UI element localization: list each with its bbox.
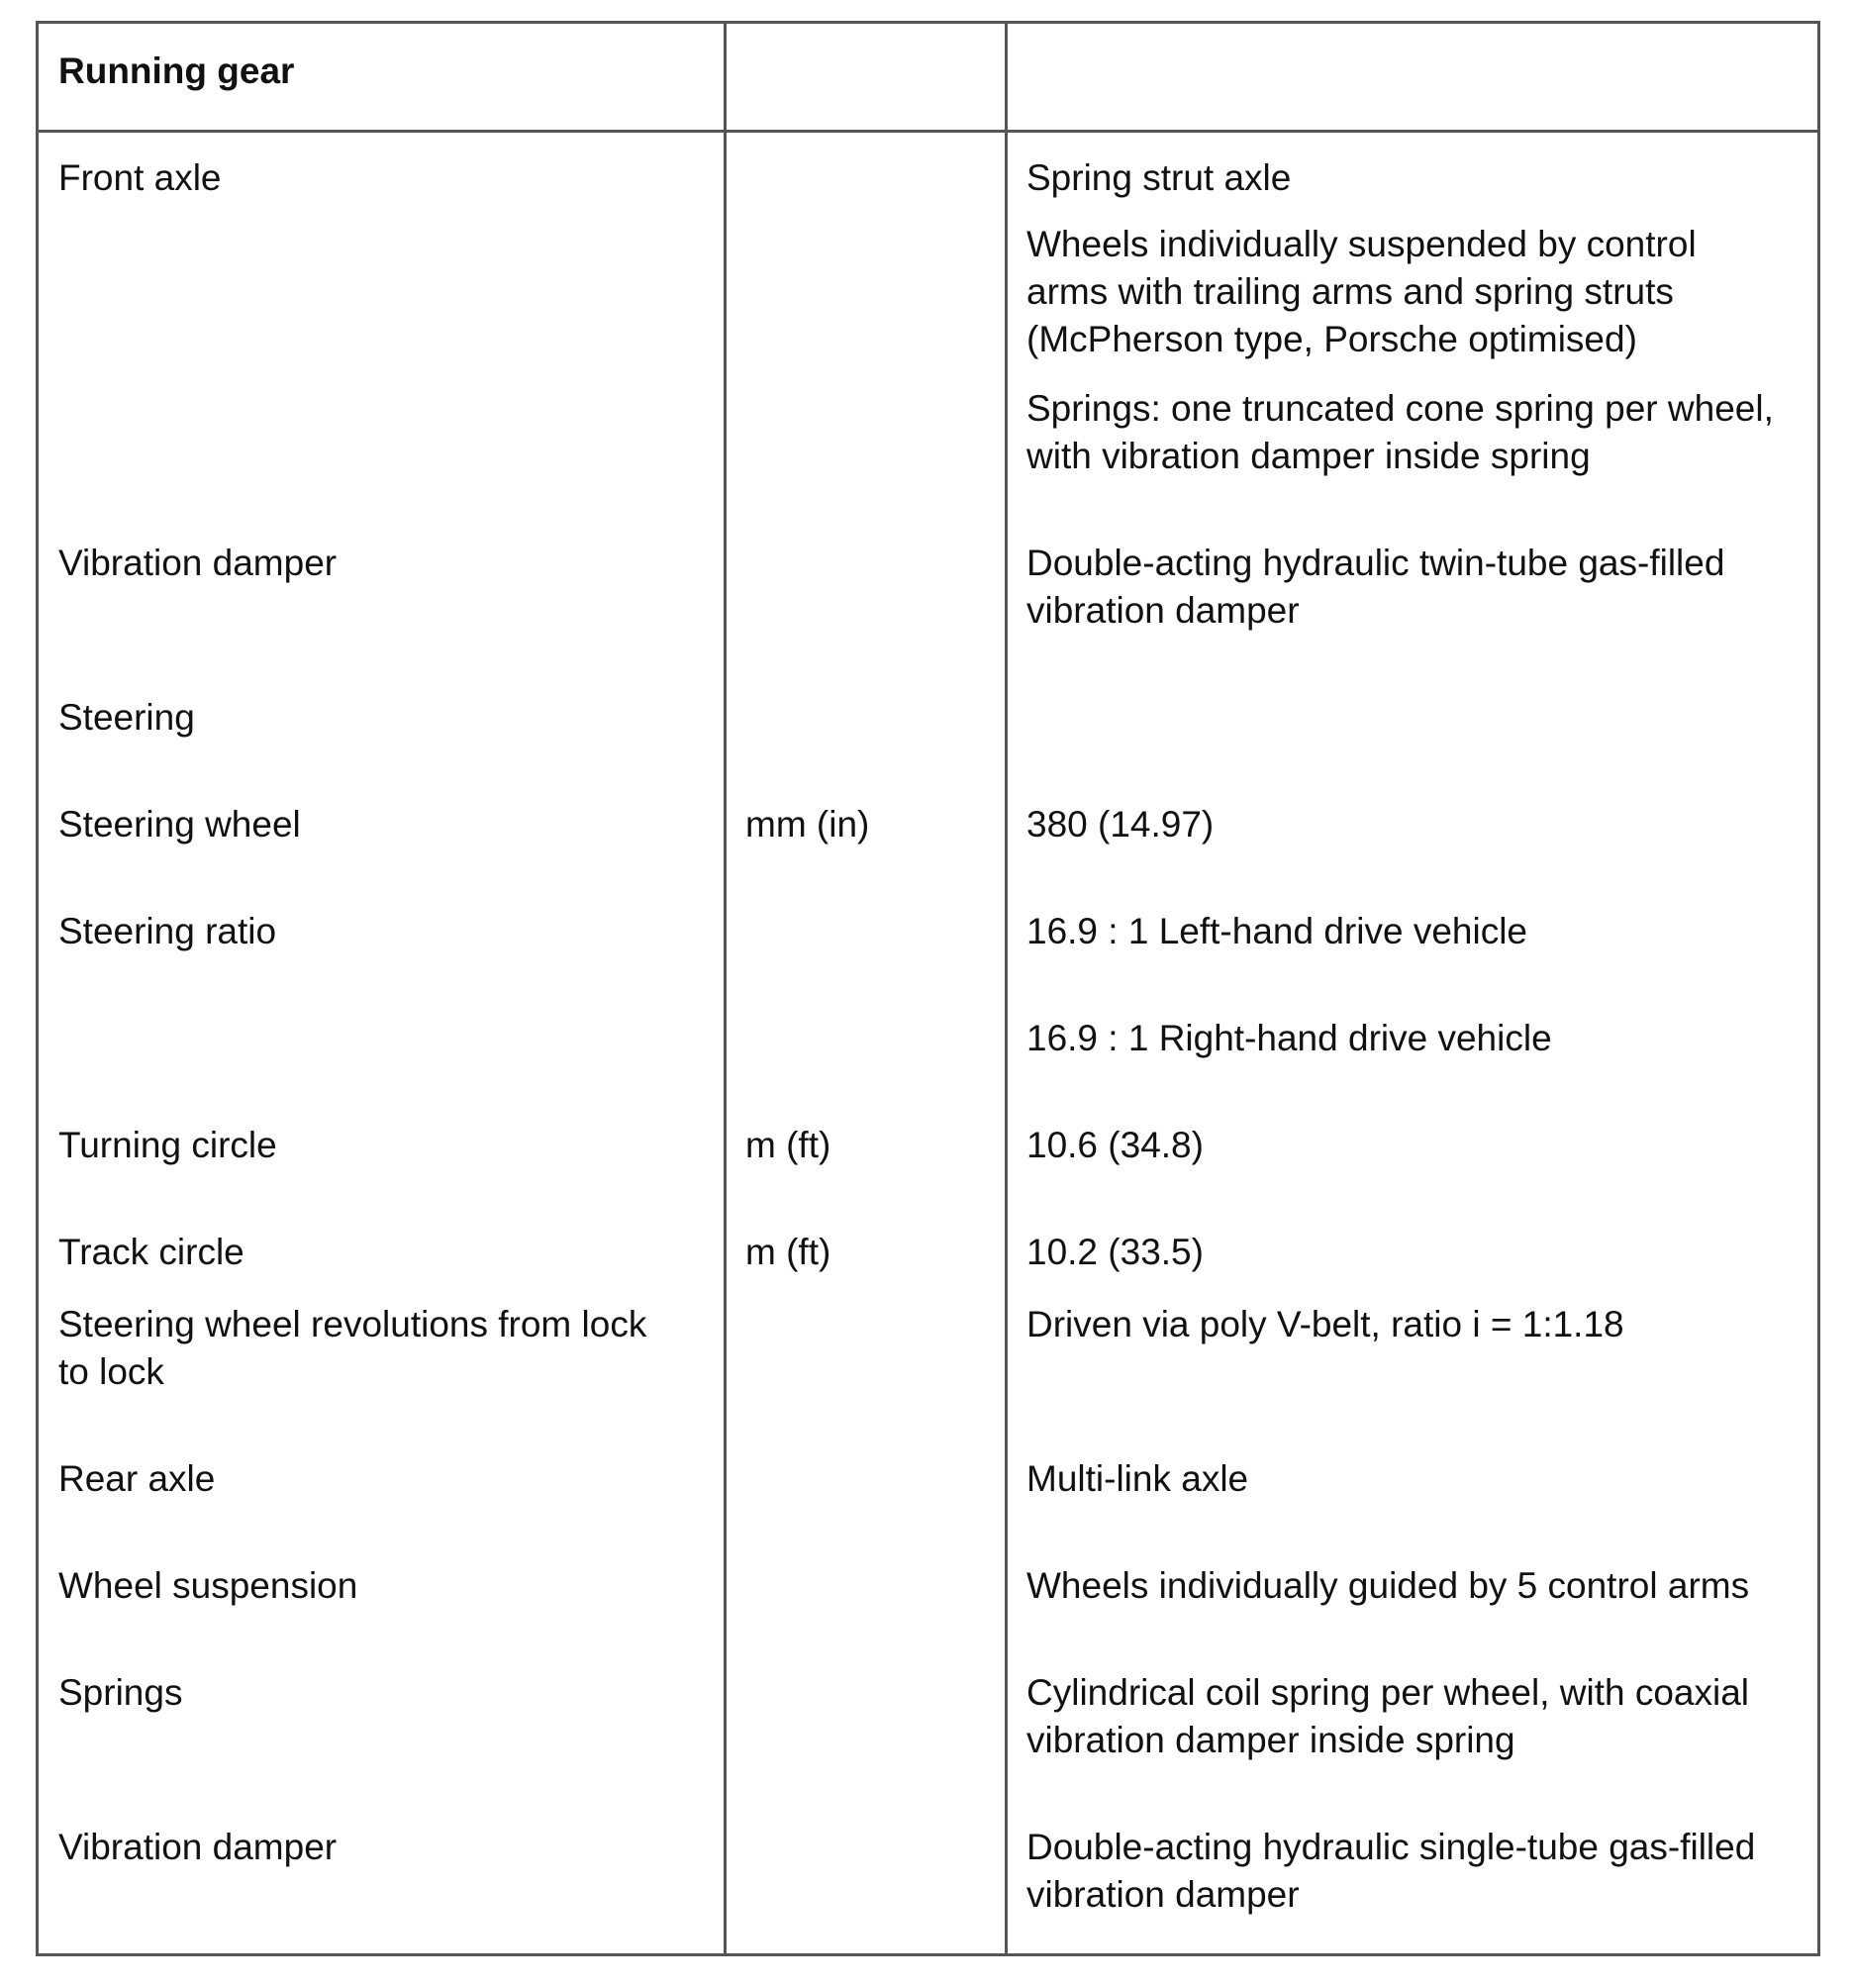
front-axle-desc-line: (McPherson type, Porsche optimised) <box>1026 319 1637 359</box>
springs-value-line: vibration damper inside spring <box>1026 1720 1515 1760</box>
steering-ratio-lhd: 16.9 : 1 Left-hand drive vehicle <box>1026 911 1527 951</box>
revolutions-label-line: to lock <box>58 1351 164 1392</box>
header-divider <box>39 130 1817 133</box>
rear-axle-label: Rear axle <box>58 1458 216 1499</box>
spec-table <box>36 21 1820 1956</box>
steering-ratio-label: Steering ratio <box>58 911 277 951</box>
front-damper-value-line: Double-acting hydraulic twin-tube gas-filled <box>1026 543 1725 583</box>
front-damper-label: Vibration damper <box>58 543 338 583</box>
revolutions-value: Driven via poly V-belt, ratio i = 1:1.18 <box>1026 1304 1624 1344</box>
front-axle-springs-line: Springs: one truncated cone spring per wheel, <box>1026 388 1774 429</box>
column-divider <box>724 24 727 1953</box>
springs-label: Springs <box>58 1672 183 1713</box>
turning-circle-unit: m (ft) <box>745 1125 831 1165</box>
turning-circle-value: 10.6 (34.8) <box>1026 1125 1204 1165</box>
rear-damper-value-line: vibration damper <box>1026 1874 1300 1915</box>
track-circle-unit: m (ft) <box>745 1232 831 1272</box>
front-axle-label: Front axle <box>58 157 222 198</box>
wheel-suspension-value: Wheels individually guided by 5 control arms <box>1026 1565 1750 1606</box>
turning-circle-label: Turning circle <box>58 1125 277 1165</box>
steering-wheel-label: Steering wheel <box>58 804 301 845</box>
front-axle-desc-line: arms with trailing arms and spring struts <box>1026 271 1674 312</box>
springs-value-line: Cylindrical coil spring per wheel, with coaxial <box>1026 1672 1750 1713</box>
column-divider <box>1005 24 1008 1953</box>
steering-ratio-rhd: 16.9 : 1 Right-hand drive vehicle <box>1026 1018 1552 1058</box>
steering-wheel-value: 380 (14.97) <box>1026 804 1215 845</box>
steering-label: Steering <box>58 697 195 738</box>
front-axle-springs-line: with vibration damper inside spring <box>1026 436 1591 476</box>
front-damper-value-line: vibration damper <box>1026 590 1300 631</box>
steering-wheel-unit: mm (in) <box>745 804 870 845</box>
track-circle-label: Track circle <box>58 1232 244 1272</box>
rear-damper-label: Vibration damper <box>58 1827 338 1867</box>
front-axle-desc-line: Wheels individually suspended by control <box>1026 224 1697 264</box>
rear-axle-value: Multi-link axle <box>1026 1458 1249 1499</box>
section-title: Running gear <box>58 50 295 91</box>
wheel-suspension-label: Wheel suspension <box>58 1565 358 1606</box>
revolutions-label-line: Steering wheel revolutions from lock <box>58 1304 647 1344</box>
rear-damper-value-line: Double-acting hydraulic single-tube gas-filled <box>1026 1827 1756 1867</box>
front-axle-value: Spring strut axle <box>1026 157 1292 198</box>
track-circle-value: 10.2 (33.5) <box>1026 1232 1204 1272</box>
